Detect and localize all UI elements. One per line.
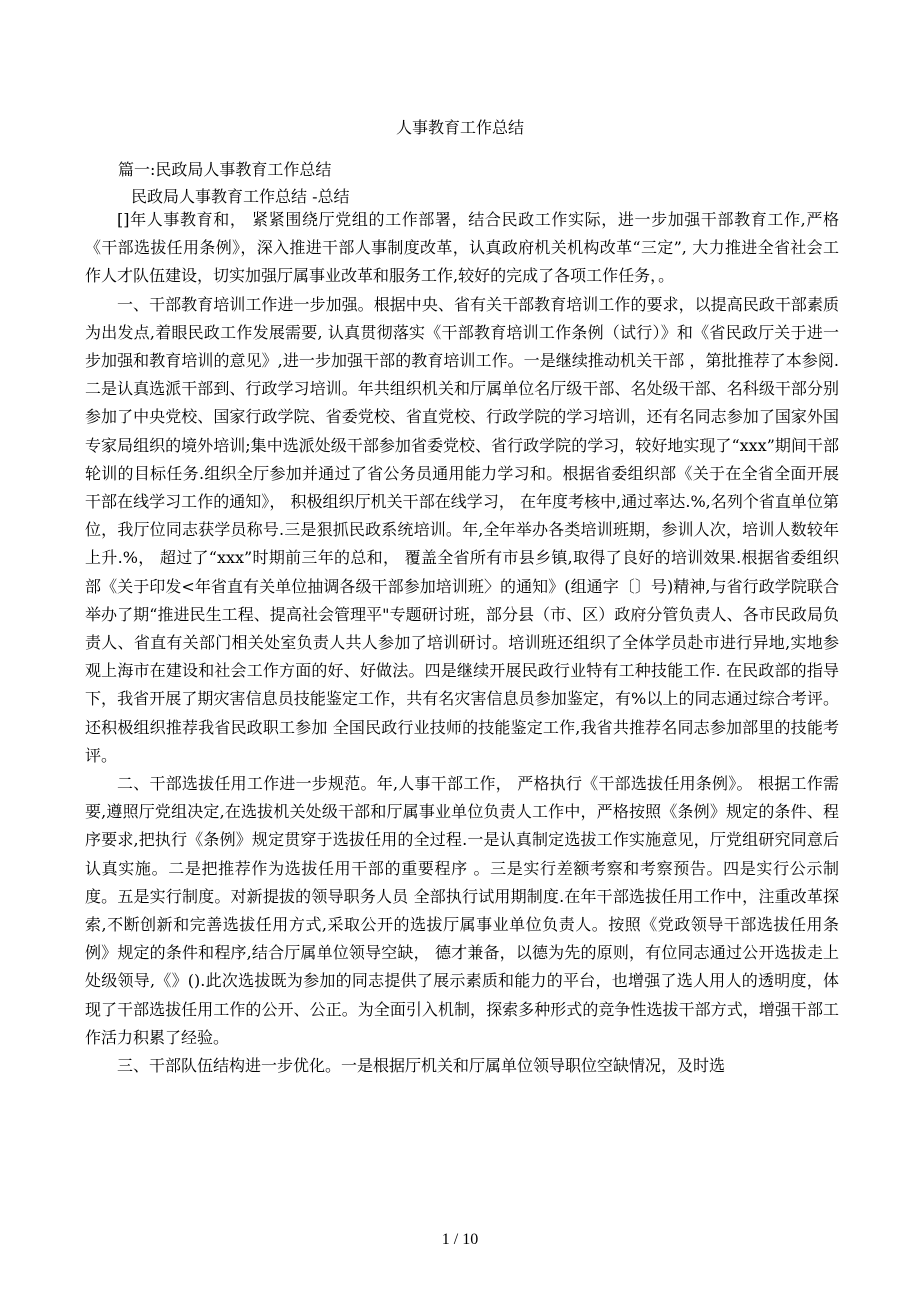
body-text xyxy=(85,206,839,1080)
paragraph-intro: []年人事教育和， 紧紧围绕厅党组的工作部署，结合民政工作实际，进一步加强干部教育工作,严格《干部选拔任用条例》，深入推进干部人事制度改革，认真政府机关机构改革“三定”, 大力推进全省社会工作人才队伍建设，切实加强厅属事业改革和服务工作,较好的完成了各项工作任务，。 xyxy=(85,210,839,286)
document-title: 人事教育工作总结 xyxy=(395,118,524,137)
paragraph-section-one: 一、干部教育培训工作进一步加强。根据中央、省有关干部教育培训工作的要求，以提高民政干部素质为出发点,着眼民政工作发展需要, 认真贯彻落实《干部教育培训工作条例（试行）》和《省民政厅关于进一步加强和教育培训的意见》,进一步加强干部的教育培训工作。一是继续推动机关干部 ，第批推荐了本参阅.二是认真选派干部到、行政学习培训。年共组织机关和厅属单位名厅级干部、名处级干部、名科级干部分别参加了中央党校、国家行政学院、省委党校、省直党校、行政学院的学习培训，还有名同志参加了国家外国专家局组织的境外培训;集中选派处级干部参加省委党校、省行政学院的学习，较好地实现了“xxx”期间干部轮训的目标任务.组织全厅参加并通过了省公务员通用能力学习和。根据省委组织部《关于在全省全面开展干部在线学习工作的通知》， 积极组织厅机关干部在线学习， 在年度考核中,通过率达.%,名列个省直单位第位，我厅位同志获学员称号.三是狠抓民政系统培训。年,全年举办各类培训班期，参训人次，培训人数较年上升.%， 超过了“xxx”时期前三年的总和， 覆盖全省所有市县乡镇,取得了良好的培训效果.根据省委组织部《关于印发<年省直有关单位抽调各级干部参加培训班〉的通知》(组通字〔〕号)精神,与省行政学院联合举办了期“推进民生工程、提高社会管理平"专题研讨班，部分县（市、区）政府分管负责人、各市民政局负责人、省直有关部门相关处室负责人共人参加了培训研讨。培训班还组织了全体学员赴市进行异地,实地参观上海市在建设和社会工作方面的好、好做法。四是继续开展民政行业特有工种技能工作. 在民政部的指导下，我省开展了期灾害信息员技能鉴定工作，共有名灾害信息员参加鉴定，有%以上的同志通过综合考评。还积极组织推荐我省民政职工参加 全国民政行业技师的技能鉴定工作,我省共推荐名同志参加部里的技能考评。 xyxy=(85,294,839,765)
page-indicator: 1 / 10 xyxy=(441,1231,479,1248)
section-heading: 篇一:民政局人事教育工作总结 xyxy=(118,160,332,179)
paragraph-section-three: 三、干部队伍结构进一步优化。一是根据厅机关和厅属单位领导职位空缺情况，及时选 xyxy=(117,1056,726,1076)
article-heading: 民政局人事教育工作总结 -总结 xyxy=(131,187,350,206)
paragraph-section-two: 二、干部选拔任用工作进一步规范。年,人事干部工作， 严格执行《干部选拔任用条例》。 根据工作需要,遵照厅党组决定,在选拔机关处级干部和厅属事业单位负责人工作中，严格按照《条例》规定的条件、程序要求,把执行《条例》规定贯穿于选拔任用的全过程.一是认真制定选拔工作实施意见，厅党组研究同意后认真实施。二是把推荐作为选拔任用干部的重要程序 。三是实行差额考察和考察预告。四是实行公示制度。五是实行制度。对新提拔的领导职务人员 全部执行试用期制度.在年干部选拔任用工作中，注重改革探索,不断创新和完善选拔任用方式,采取公开的选拔厅属事业单位负责人。按照《党政领导干部选拔任用条例》规定的条件和程序,结合厅属单位领导空缺， 德才兼备，以德为先的原则，有位同志通过公开选拔走上处级领导,《》().此次选拔既为参加的同志提供了展示素质和能力的平台，也增强了选人用人的透明度，体现了干部选拔任用工作的公开、公正。为全面引入机制，探索多种形式的竞争性选拔干部方式，增强干部工作活力积累了经验。 xyxy=(85,774,839,1047)
